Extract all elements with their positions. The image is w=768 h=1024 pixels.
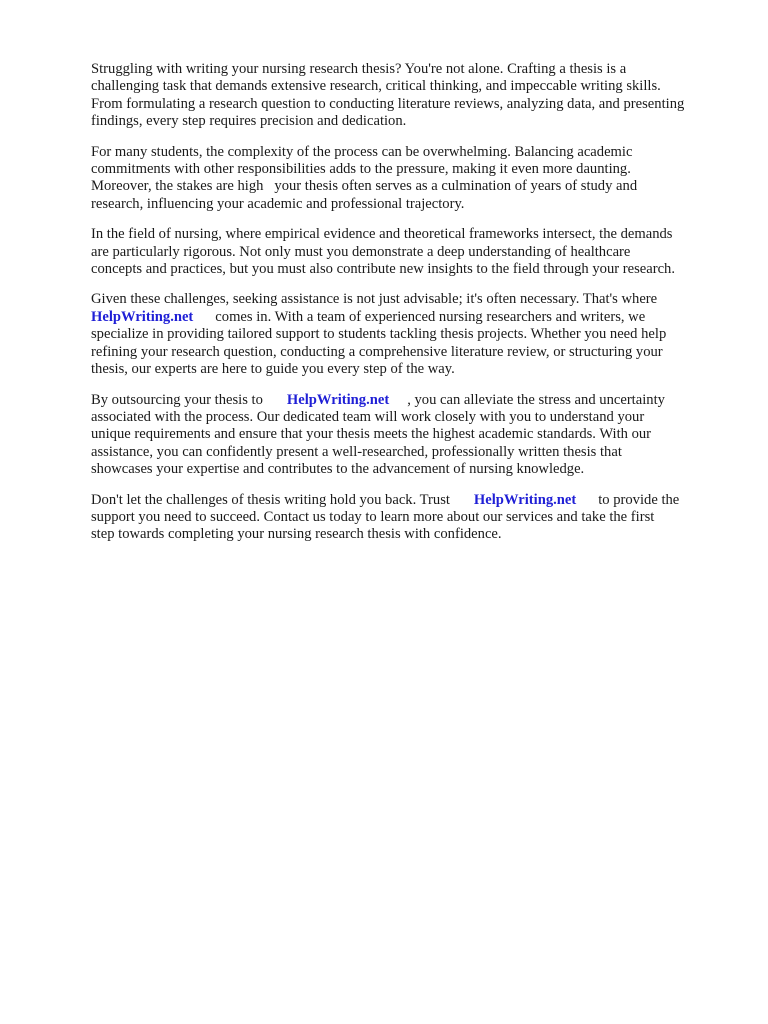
text-fragment: Don't let the challenges of thesis writing hold you back. Trust bbox=[91, 491, 450, 508]
text-line: In the field of nursing, where empirical evidence and theoretical frameworks intersect, the demands bbox=[91, 226, 673, 243]
text-line: assistance, you can confidently present a well-researched, professionally written thesis that bbox=[91, 443, 622, 460]
paragraph-complexity bbox=[91, 144, 728, 214]
text-line: commitments with other responsibilities adds to the pressure, making it even more daunting. bbox=[91, 161, 631, 178]
paragraph-closing bbox=[91, 492, 728, 544]
text-line: challenging task that demands extensive research, critical thinking, and impeccable writing skills. bbox=[91, 78, 661, 95]
text-line: step towards completing your nursing research thesis with confidence. bbox=[91, 526, 502, 543]
text-fragment: to provide the bbox=[598, 491, 680, 508]
text-line: associated with the process. Our dedicated team will work closely with you to understand your bbox=[91, 408, 645, 425]
text-line: thesis, our experts are here to guide you every step of the way. bbox=[91, 361, 455, 378]
text-line: refining your research question, conducting a comprehensive literature review, or structuring your bbox=[91, 343, 663, 360]
text-line: specialize in providing tailored support to students tackling thesis projects. Whether you need help bbox=[91, 326, 667, 343]
text-line: unique requirements and ensure that your thesis meets the highest academic standards. With our bbox=[91, 426, 652, 443]
text-line: Moreover, the stakes are high your thesis often serves as a culmination of years of study and bbox=[91, 178, 638, 195]
paragraph-outsourcing bbox=[91, 392, 728, 479]
text-fragment: , you can alleviate the stress and uncertainty bbox=[407, 391, 665, 408]
helpwriting-link[interactable]: HelpWriting.net bbox=[286, 391, 390, 408]
paragraph-nursing-field bbox=[91, 226, 728, 278]
text-line: concepts and practices, but you must also contribute new insights to the field through your research. bbox=[91, 261, 676, 278]
text-line: showcases your expertise and contributes to the advancement of nursing knowledge. bbox=[91, 461, 585, 478]
text-line bbox=[91, 392, 728, 409]
text-line: Struggling with writing your nursing research thesis? You're not alone. Crafting a thesis is a bbox=[91, 61, 627, 77]
helpwriting-link[interactable]: HelpWriting.net bbox=[473, 491, 577, 508]
text-line: support you need to succeed. Contact us today to learn more about our services and take the first bbox=[91, 508, 655, 525]
text-line: research, influencing your academic and professional trajectory. bbox=[91, 195, 465, 212]
text-line: Given these challenges, seeking assistance is not just advisable; it's often necessary. That's where bbox=[91, 291, 658, 308]
helpwriting-link[interactable]: HelpWriting.net bbox=[91, 308, 194, 325]
text-line: findings, every step requires precision and dedication. bbox=[91, 113, 407, 130]
text-fragment: comes in. With a team of experienced nursing researchers and writers, we bbox=[215, 308, 646, 325]
text-line bbox=[91, 492, 728, 509]
paragraph-intro bbox=[91, 61, 728, 131]
paragraph-assistance bbox=[91, 291, 728, 378]
text-fragment: By outsourcing your thesis to bbox=[91, 391, 263, 408]
text-line: are particularly rigorous. Not only must you demonstrate a deep understanding of healthcare bbox=[91, 243, 631, 260]
text-line bbox=[91, 309, 728, 326]
text-line: From formulating a research question to conducting literature reviews, analyzing data, and presenting bbox=[91, 95, 685, 112]
text-line: For many students, the complexity of the process can be overwhelming. Balancing academic bbox=[91, 143, 633, 160]
